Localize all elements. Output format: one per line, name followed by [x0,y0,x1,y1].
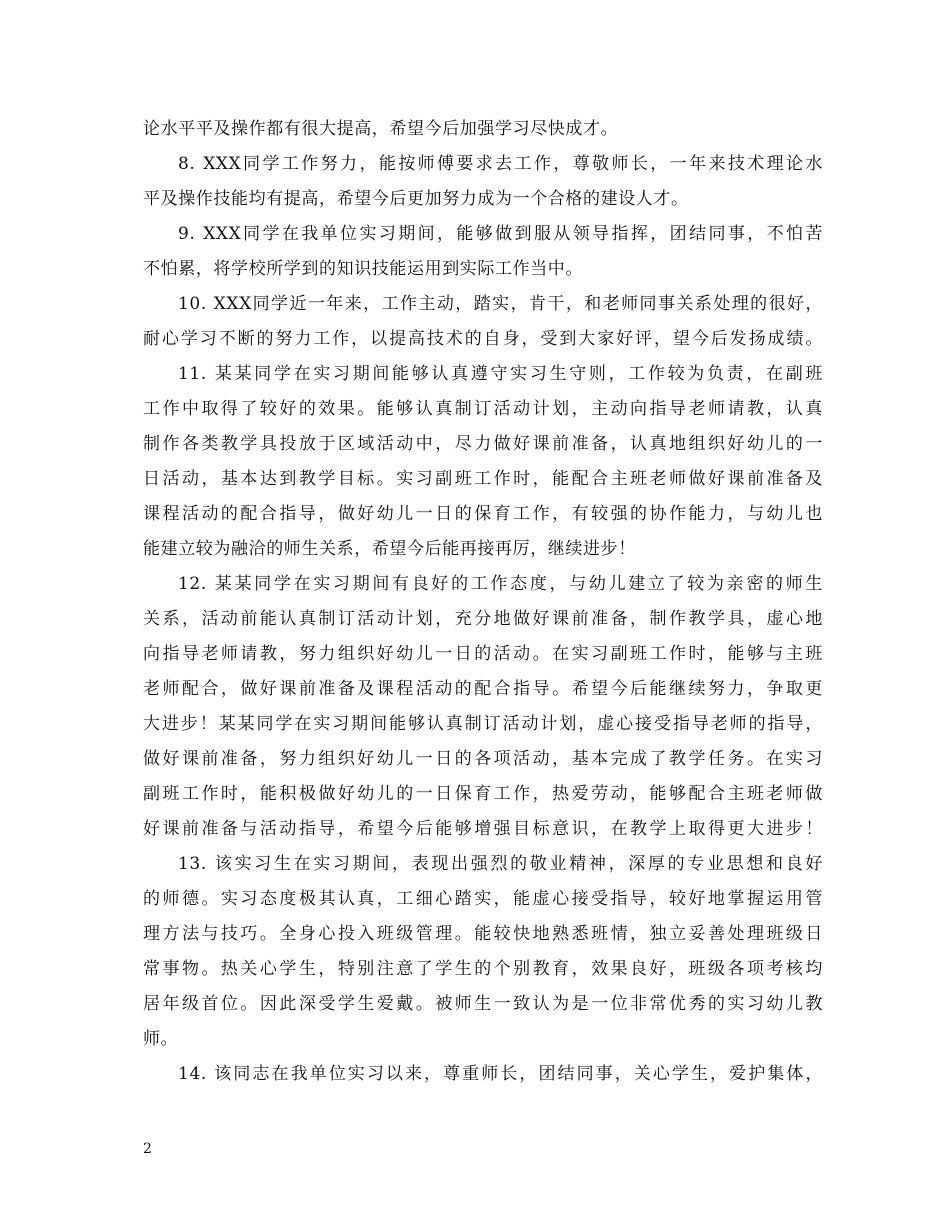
text-line: 好课前准备与活动指导，希望今后能够增强目标意识，在教学上取得更大进步！ [143,819,823,839]
text-line: 9. XXX同学在我单位实习期间，能够做到服从领导指挥，团结同事，不怕苦 [178,224,823,244]
text-line: 13. 该实习生在实习期间，表现出强烈的敬业精神，深厚的专业思想和良好 [178,854,823,874]
text-line: 老师配合，做好课前准备及课程活动的配合指导。希望今后能继续努力，争取更 [143,679,823,699]
text-line: 师。 [143,1029,179,1049]
text-line: 14. 该同志在我单位实习以来，尊重师长，团结同事，关心学生，爱护集体， [178,1064,823,1084]
text-line: 工作中取得了较好的效果。能够认真制订活动计划，主动向指导老师请教，认真 [143,399,823,419]
text-line: 向指导老师请教，努力组织好幼儿一日的活动。在实习副班工作时，能够与主班 [143,644,823,664]
text-line: 关系，活动前能认真制订活动计划，充分地做好课前准备，制作教学具，虚心地 [143,609,823,629]
text-line: 课程活动的配合指导，做好幼儿一日的保育工作，有较强的协作能力，与幼儿也 [143,504,823,524]
text-line: 副班工作时，能积极做好幼儿的一日保育工作，热爱劳动，能够配合主班老师做 [143,784,823,804]
text-line: 8. XXX同学工作努力，能按师傅要求去工作，尊敬师长，一年来技术理论水 [178,154,823,174]
text-line: 理方法与技巧。全身心投入班级管理。能较快地熟悉班情，独立妥善处理班级日 [143,924,823,944]
text-line: 日活动，基本达到教学目标。实习副班工作时，能配合主班老师做好课前准备及 [143,469,823,489]
text-line: 不怕累，将学校所学到的知识技能运用到实际工作当中。 [143,259,583,279]
text-line: 能建立较为融洽的师生关系，希望今后能再接再厉，继续进步！ [143,539,636,559]
text-line: 耐心学习不断的努力工作，以提高技术的自身，受到大家好评，望今后发扬成绩。 [143,329,823,349]
text-line: 12. 某某同学在实习期间有良好的工作态度，与幼儿建立了较为亲密的师生 [178,574,823,594]
text-line: 制作各类教学具投放于区域活动中，尽力做好课前准备，认真地组织好幼儿的一 [143,434,823,454]
text-line: 常事物。热关心学生，特别注意了学生的个别教育，效果良好，班级各项考核均 [143,959,823,979]
text-line: 做好课前准备，努力组织好幼儿一日的各项活动，基本完成了教学任务。在实习 [143,749,823,769]
text-line: 11. 某某同学在实习期间能够认真遵守实习生守则，工作较为负责，在副班 [178,364,823,384]
text-line: 的师德。实习态度极其认真，工细心踏实，能虚心接受指导，较好地掌握运用管 [143,889,823,909]
page-number: 2 [143,1141,152,1157]
text-line: 论水平平及操作都有很大提高，希望今后加强学习尽快成才。 [143,119,619,139]
text-line: 10. XXX同学近一年来，工作主动，踏实，肯干，和老师同事关系处理的很好， [178,294,823,314]
text-line: 大进步！某某同学在实习期间能够认真制订活动计划，虚心接受指导老师的指导， [143,714,823,734]
text-line: 居年级首位。因此深受学生爱戴。被师生一致认为是一位非常优秀的实习幼儿教 [143,994,823,1014]
text-line: 平及操作技能均有提高，希望今后更加努力成为一个合格的建设人才。 [143,189,689,209]
